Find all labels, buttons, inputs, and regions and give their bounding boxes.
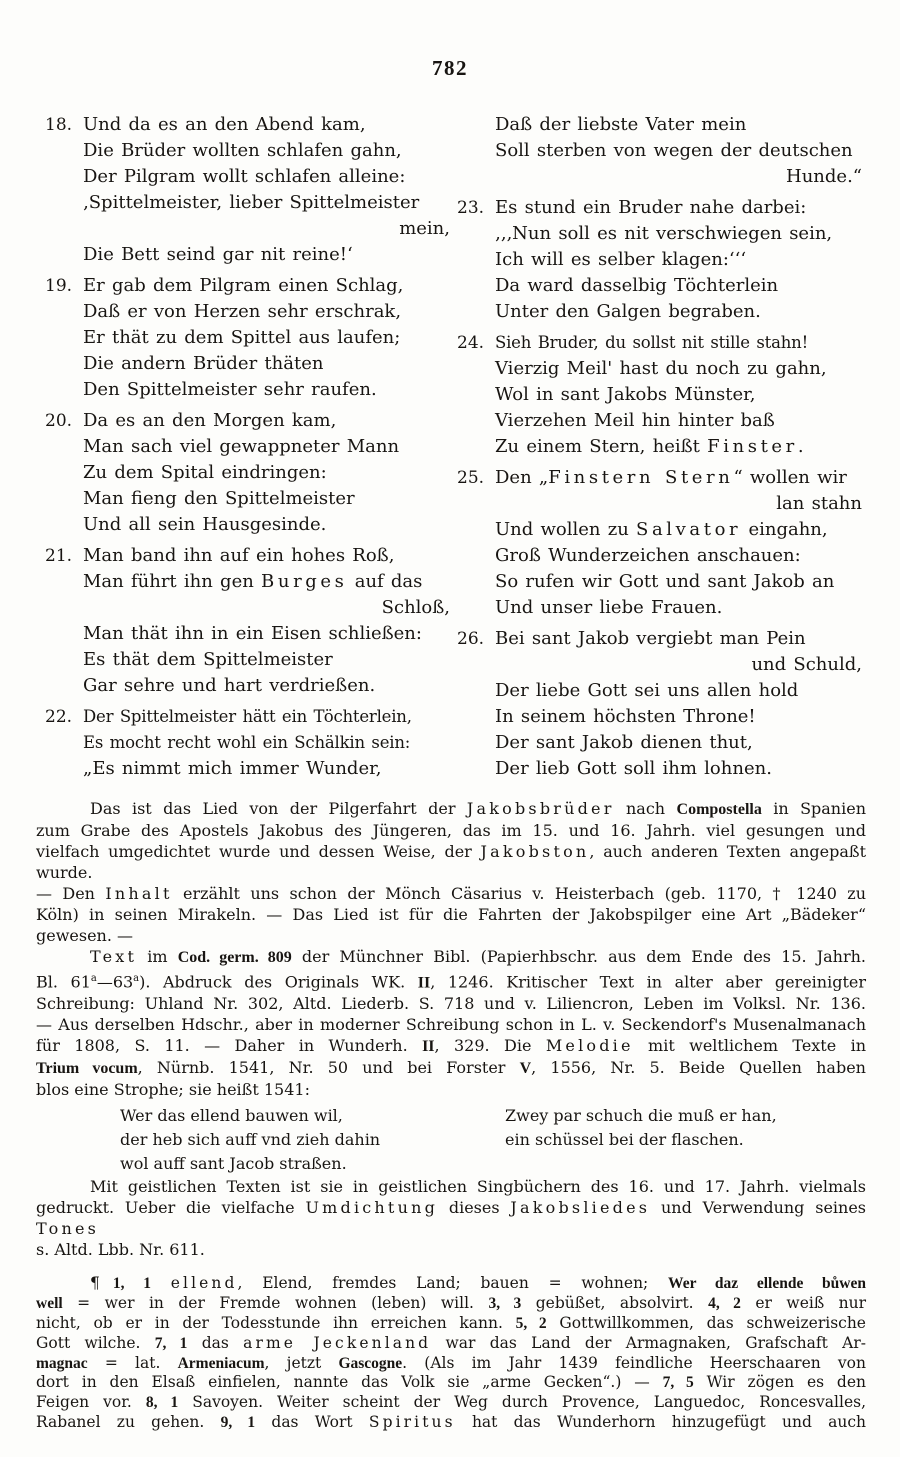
verse-lines <box>83 543 450 699</box>
quote-line: Wer das ellend bauwen wil, <box>120 1106 343 1126</box>
text-segment: II <box>422 1038 435 1056</box>
verse-lines <box>495 112 862 190</box>
text-segment: Jakobston <box>480 842 590 861</box>
verse-line: Wol in sant Jakobs Münster, <box>495 384 756 405</box>
commentary-line: Schreibung: Uhland Nr. 302, Altd. Liederb. S. 718 und v. Liliencron, Leben im Volksl. Nr. 136. <box>36 994 866 1014</box>
commentary-paragraph-3 <box>36 1176 866 1260</box>
text-segment: a <box>133 973 140 984</box>
footnotes <box>36 1274 866 1432</box>
verse-number: 21. <box>45 546 73 566</box>
verse <box>45 543 450 699</box>
commentary-line: Das ist das Lied von der Pilgerfahrt der Jakobsbrüder nach Compostella in Spanien <box>90 799 867 818</box>
verse-line: Er gab dem Pilgram einen Schlag, <box>83 275 404 296</box>
commentary-line: Köln) in seinen Mirakeln. — Das Lied ist für die Fahrten der Jakobspilger eine Art „Bädeker“ <box>36 905 866 924</box>
verse-lines <box>83 112 450 268</box>
text-segment: arme Jeckenland <box>243 1333 432 1352</box>
text-segment: II <box>417 974 431 992</box>
text-segment: 1, 1 <box>112 1275 151 1293</box>
commentary-line: Trium vocum, Nürnb. 1541, Nr. 50 und bei Forster V, 1556, Nr. 5. Beide Quellen haben <box>36 1058 866 1078</box>
commentary-line: für 1808, S. 11. — Daher in Wunderh. II, 329. Die Melodie mit weltlichem Texte in <box>36 1036 867 1056</box>
quote-line: wol auff sant Jacob straßen. <box>120 1154 347 1174</box>
verse-line: und Schuld, <box>751 654 862 675</box>
verse-line: Vierzehen Meil hin hinter baß <box>495 410 775 431</box>
text-segment: Wer daz ellende bůwen <box>668 1275 866 1293</box>
quote-line: der heb sich auff vnd zieh dahin <box>120 1130 381 1150</box>
verse-number: 22. <box>45 707 73 727</box>
footnote-line: ¶ 1, 1 ellend, Elend, fremdes Land; bauen = wohnen; Wer daz ellende bůwen <box>90 1274 866 1293</box>
text-segment: ellend <box>170 1274 238 1293</box>
verse <box>457 112 862 190</box>
verse-line: Da ward dasselbig Töchterlein <box>495 275 779 296</box>
verse-line: Daß der liebste Vater mein <box>495 114 747 135</box>
text-segment: Melodie <box>545 1036 634 1056</box>
text-segment: 5, 2 <box>515 1314 547 1332</box>
verse-line: Man fieng den Spittelmeister <box>83 488 355 509</box>
verse-line: Bei sant Jakob vergiebt man Pein <box>495 628 806 649</box>
verse-line: lan stahn <box>776 493 862 514</box>
commentary-line: Mit geistlichen Texten ist sie in geistlichen Singbüchern des 16. und 17. Jahrh. vielmals <box>90 1177 866 1197</box>
commentary-line: s. Altd. Lbb. Nr. 611. <box>36 1240 205 1260</box>
verse-line: Es mocht recht wohl ein Schälkin sein: <box>83 733 411 752</box>
verse-line: Man sach viel gewappneter Mann <box>83 436 400 457</box>
verse-line: Unter den Galgen begraben. <box>495 301 761 322</box>
commentary-paragraph-2 <box>36 946 866 1100</box>
verse-lines <box>83 704 450 782</box>
text-segment: Burges <box>261 571 348 592</box>
verse-line: ‚‚‚Nun soll es nit verschwiegen sein, <box>495 223 833 244</box>
footnote-line: Gott wilche. 7, 1 das arme Jeckenland war das Land der Armagnaken, Grafschaft Ar- <box>36 1333 866 1352</box>
verse-line: Die andern Brüder thäten <box>83 353 324 374</box>
commentary-line: blos eine Strophe; sie heißt 1541: <box>36 1080 310 1100</box>
page-number: 782 <box>432 56 468 80</box>
text-segment: Spiritus <box>368 1412 456 1431</box>
verse-line: Und all sein Hausgesinde. <box>83 514 327 535</box>
footnote-line: well = wer in der Fremde wohnen (leben) will. 3, 3 gebüßet, absolvirt. 4, 2 er weiß nur <box>36 1294 867 1313</box>
verse-lines <box>495 195 862 325</box>
verse <box>45 408 450 538</box>
verse-number <box>457 112 495 190</box>
verse <box>457 330 862 460</box>
verse <box>45 704 450 782</box>
verse-line: Ich will es selber klagen:‘‘‘ <box>495 249 747 270</box>
text-segment: Text <box>90 947 138 966</box>
text-segment: 3, 3 <box>488 1295 522 1313</box>
verse-line: Den „Finstern Stern“ wollen wir <box>495 467 847 488</box>
verse-number: 18. <box>45 115 73 135</box>
text-segment: Tones <box>36 1219 100 1239</box>
verse-line: Die Bett seind gar nit reine!‘ <box>83 244 353 265</box>
verse-line: Soll sterben von wegen der deutschen <box>495 140 853 161</box>
text-segment: Finster <box>707 436 798 457</box>
verse-line: Da es an den Morgen kam, <box>83 410 337 431</box>
text-segment: well <box>36 1295 63 1313</box>
text-segment: Umdichtung <box>305 1198 439 1218</box>
verse-number: 26. <box>457 629 485 649</box>
text-segment: Jakobsbrüder <box>466 799 615 818</box>
text-segment: a <box>90 973 97 984</box>
verse-line: mein, <box>399 218 450 239</box>
text-segment: V <box>519 1060 532 1078</box>
verse-line: Zu einem Stern, heißt Finster. <box>495 436 804 457</box>
text-segment: Cod. germ. 809 <box>177 949 292 966</box>
verse-number: 25. <box>457 468 485 488</box>
verse-line: Die Brüder wollten schlafen gahn, <box>83 140 402 161</box>
verse-line: Groß Wunderzeichen anschauen: <box>495 545 801 566</box>
commentary-line: gewesen. — <box>36 926 134 945</box>
verse-lines <box>495 330 862 460</box>
text-segment: 7, 5 <box>662 1374 694 1392</box>
verse-number: 23. <box>457 198 485 218</box>
verse-line: Es stund ein Bruder nahe darbei: <box>495 197 807 218</box>
text-segment: Compostella <box>676 801 762 818</box>
verse-line: Daß er von Herzen sehr erschrak, <box>83 301 402 322</box>
verse-line: ‚Spittelmeister, lieber Spittelmeister <box>83 192 420 213</box>
verse <box>457 626 862 782</box>
verse <box>45 112 450 268</box>
commentary-line: Text im Cod. germ. 809 der Münchner Bibl. (Papierhbschr. aus dem Ende des 15. Jahrh. <box>90 947 867 966</box>
strophe-quote-right <box>505 1104 777 1176</box>
text-segment: magnac <box>36 1354 88 1372</box>
footnote-line: Rabanel zu gehen. 9, 1 das Wort Spiritus hat das Wunderhorn hinzugefügt und auch <box>36 1412 867 1431</box>
verse-number: 20. <box>45 411 73 431</box>
text-segment: Jakobsliedes <box>510 1198 651 1218</box>
verse-line: Der Pilgram wollt schlafen alleine: <box>83 166 406 187</box>
verse-column-left <box>45 112 450 787</box>
verse-line: Hunde.“ <box>786 166 862 187</box>
verse-line: Der Spittelmeister hätt ein Töchterlein, <box>83 707 412 726</box>
verse-lines <box>495 465 862 621</box>
verse-line: Zu dem Spital eindringen: <box>83 462 327 483</box>
text-segment: Finstern Stern <box>548 467 734 488</box>
verse-line: Der lieb Gott soll ihm lohnen. <box>495 758 772 779</box>
verse <box>457 465 862 621</box>
footnote-line: nicht, ob er in der Todesstunde ihn erreichen kann. 5, 2 Gottwillkommen, das schweizerische <box>36 1313 866 1332</box>
footnote-line: dort in den Elsaß einfielen, nannte das Volk sie „arme Gecken“.) — 7, 5 Wir zögen es den <box>36 1373 867 1392</box>
strophe-quote-left <box>120 1104 420 1176</box>
verse <box>45 273 450 403</box>
verse-line: Der sant Jakob dienen thut, <box>495 732 753 753</box>
text-segment: 9, 1 <box>220 1413 256 1431</box>
verse-line: Der liebe Gott sei uns allen hold <box>495 680 799 701</box>
commentary-line: — Den Inhalt erzählt uns schon der Mönch Cäsarius v. Heisterbach (geb. 1170, † 1240 zu <box>36 884 867 903</box>
verse-line: Und da es an den Abend kam, <box>83 114 366 135</box>
commentary-line: vielfach umgedichtet wurde und dessen Weise, der Jakobston, auch anderen Texten angepaßt wurde. <box>36 842 866 882</box>
verse-line: Man band ihn auf ein hohes Roß, <box>83 545 395 566</box>
verse-line: Es thät dem Spittelmeister <box>83 649 333 670</box>
text-segment: 4, 2 <box>708 1295 741 1313</box>
verse-lines <box>495 626 862 782</box>
verse-column-right <box>457 112 862 787</box>
text-segment: Salvator <box>636 519 742 540</box>
verse-line: So rufen wir Gott und sant Jakob an <box>495 571 835 592</box>
verse-number: 24. <box>457 333 485 353</box>
verse-line: Sieh Bruder, du sollst nit stille stahn! <box>495 333 809 352</box>
verse-line: Vierzig Meil' hast du noch zu gahn, <box>495 358 827 379</box>
strophe-quote <box>36 1104 900 1176</box>
commentary-line: gedruckt. Ueber die vielfache Umdichtung dieses Jakobsliedes und Verwendung seines Tones <box>36 1198 867 1239</box>
verse-line: „Es nimmt mich immer Wunder, <box>83 758 382 779</box>
text-segment: Trium vocum <box>36 1060 138 1078</box>
verse-lines <box>83 273 450 403</box>
footnote-line: magnac = lat. Armeniacum, jetzt Gascogne. (Als im Jahr 1439 feindliche Heerschaaren von <box>36 1353 866 1372</box>
verse <box>457 195 862 325</box>
verse-lines <box>83 408 450 538</box>
text-segment: Armeniacum <box>177 1354 265 1372</box>
quote-line: ein schüssel bei der flaschen. <box>505 1130 744 1150</box>
verse-section <box>45 112 900 787</box>
verse-line: Schloß, <box>381 597 450 618</box>
verse-line: In seinem höchsten Throne! <box>495 706 756 727</box>
verse-number: 19. <box>45 276 73 296</box>
commentary-line: — Aus derselben Hdschr., aber in moderner Schreibung schon in L. v. Seckendorf's Musenalmanach <box>36 1015 866 1035</box>
commentary-paragraph-1 <box>36 798 866 946</box>
footnote-line: Feigen vor. 8, 1 Savoyen. Weiter scheint der Weg durch Provence, Languedoc, Roncesvalles, <box>36 1393 867 1412</box>
verse-line: Gar sehre und hart verdrießen. <box>83 675 376 696</box>
verse-line: Und unser liebe Frauen. <box>495 597 723 618</box>
verse-line: Er thät zu dem Spittel aus laufen; <box>83 327 401 348</box>
verse-line: Man thät ihn in ein Eisen schließen: <box>83 623 422 644</box>
text-segment: ¶ <box>90 1274 100 1293</box>
text-segment: 8, 1 <box>145 1394 179 1412</box>
commentary-line: Bl. 61$^a$—63$^a$). Abdruck des Originals WK. II, 1246. Kritischer Text in alter aber gereinigter <box>36 972 867 992</box>
text-segment: Gascogne <box>338 1354 403 1372</box>
commentary-line: zum Grabe des Apostels Jakobus des Jüngeren, das im 15. und 16. Jahrh. viel gesungen und <box>36 821 866 840</box>
verse-line: Man führt ihn gen Burges auf das <box>83 571 423 592</box>
quote-line: Zwey par schuch die muß er han, <box>505 1106 777 1126</box>
text-segment: Inhalt <box>105 884 173 903</box>
verse-line: Und wollen zu Salvator eingahn, <box>495 519 828 540</box>
text-segment: 7, 1 <box>154 1334 188 1352</box>
verse-line: Den Spittelmeister sehr raufen. <box>83 379 377 400</box>
